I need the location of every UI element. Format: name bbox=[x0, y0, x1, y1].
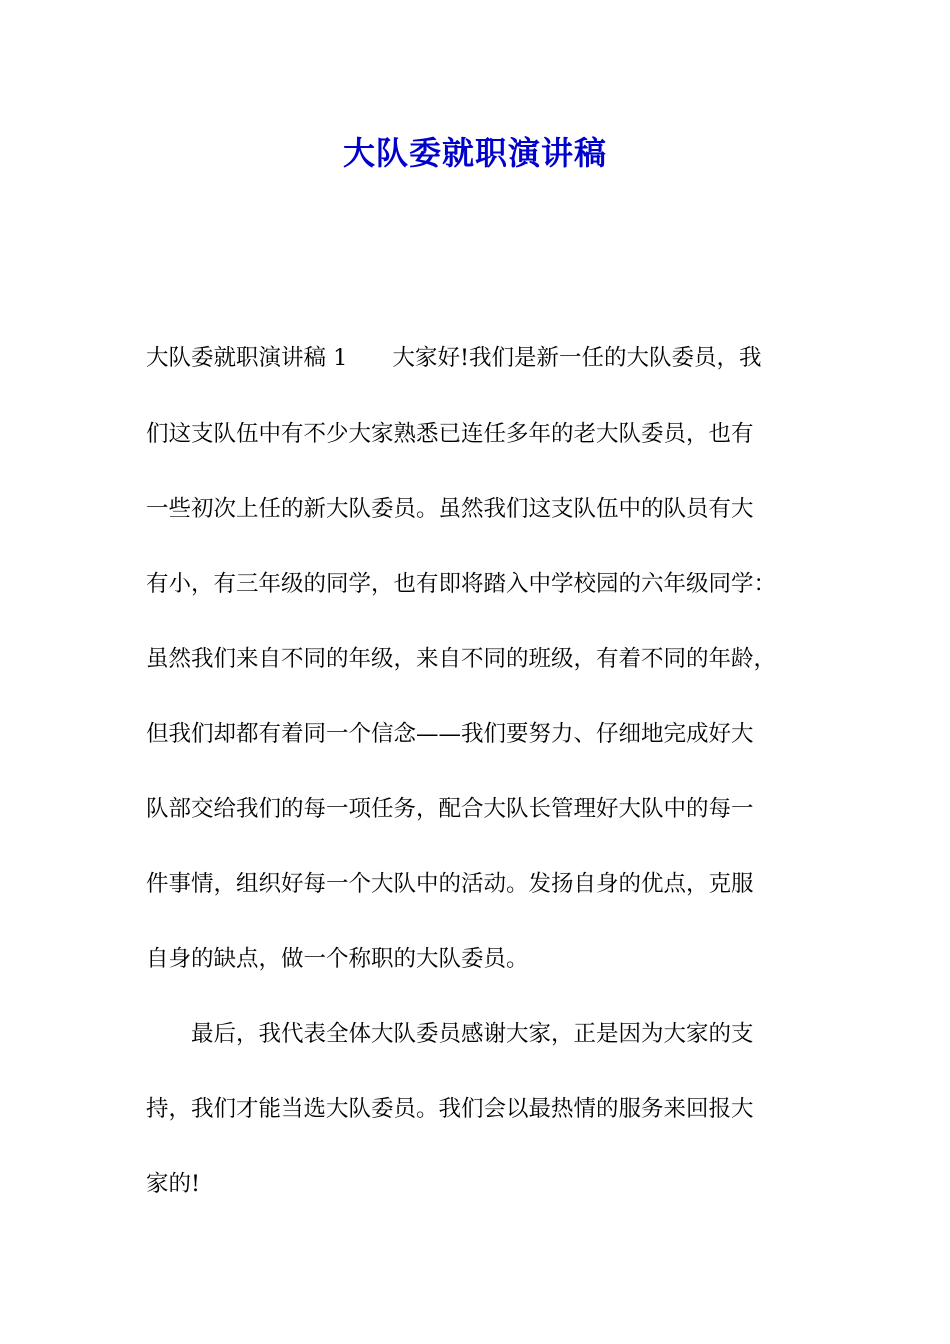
document-title: 大队委就职演讲稿 bbox=[342, 134, 607, 172]
body-line: 持，我们才能当选大队委员。我们会以最热情的服务来回报大 bbox=[146, 1096, 754, 1122]
body-line: 一些初次上任的新大队委员。虽然我们这支队伍中的队员有大 bbox=[146, 496, 754, 522]
body-line: 大队委就职演讲稿 1 大家好!我们是新一任的大队委员，我 bbox=[146, 345, 762, 371]
body-line: 件事情，组织好每一个大队中的活动。发扬自身的优点，克服 bbox=[146, 871, 754, 897]
body-line: 有小，有三年级的同学，也有即将踏入中学校园的六年级同学： bbox=[146, 571, 777, 597]
body-line: 自身的缺点，做一个称职的大队委员。 bbox=[146, 946, 529, 972]
body-line: 但我们却都有着同一个信念——我们要努力、仔细地完成好大 bbox=[146, 721, 754, 747]
body-line: 们这支队伍中有不少大家熟悉已连任多年的老大队委员，也有 bbox=[146, 421, 754, 447]
body-line: 队部交给我们的每一项任务，配合大队长管理好大队中的每一 bbox=[146, 796, 754, 822]
body-line: 虽然我们来自不同的年级，来自不同的班级，有着不同的年龄， bbox=[146, 646, 777, 672]
body-line: 最后，我代表全体大队委员感谢大家，正是因为大家的支 bbox=[146, 1021, 754, 1047]
body-line: 家的! bbox=[146, 1171, 201, 1197]
